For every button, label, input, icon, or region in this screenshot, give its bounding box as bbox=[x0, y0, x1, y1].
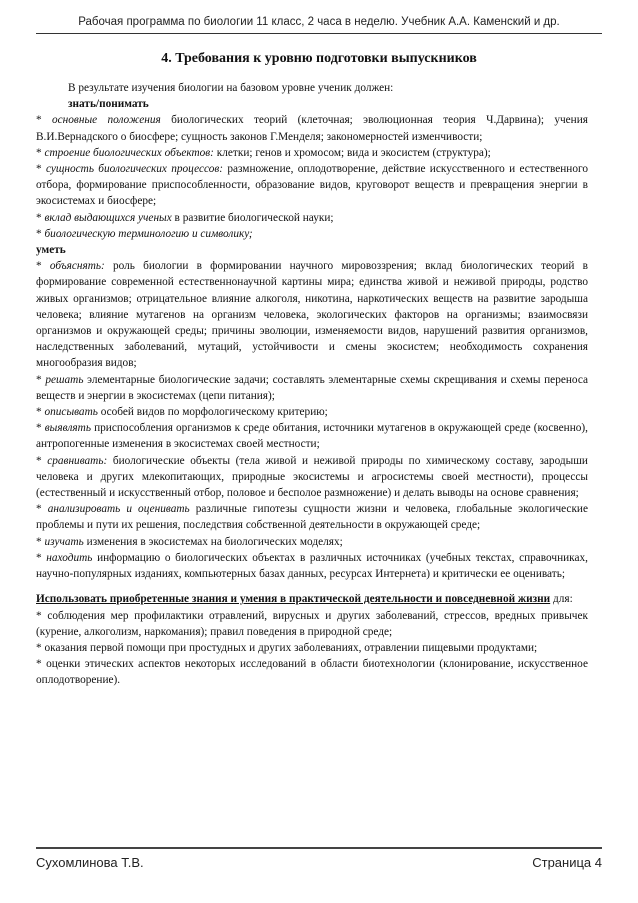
document-body bbox=[36, 80, 588, 689]
item-text: элементарные биологические задачи; составлять элементарные схемы скрещивания и схемы переноса веществ и энергии в экосистемах (цепи питания); bbox=[36, 373, 588, 402]
item-lead: сущность биологических процессов: bbox=[45, 163, 224, 176]
item-lead: объяснять: bbox=[49, 260, 105, 273]
footer-divider bbox=[36, 847, 602, 849]
footer-page-number: Страница 4 bbox=[532, 855, 602, 870]
item-text: клетки; генов и хромосом; вида и экосистем (структура); bbox=[213, 146, 491, 159]
item-lead: вклад выдающихся ученых bbox=[44, 211, 172, 224]
section-title: 4. Требования к уровню подготовки выпускников bbox=[161, 51, 477, 66]
list-item: * находить информацию о биологических объектах в различных источниках (учебных текстах, справочниках, научно-популярных изданиях, компьютерных базах данных, ресурсах Интернета) и критически ее оценивать; bbox=[36, 551, 588, 581]
able-heading: уметь bbox=[36, 244, 66, 257]
list-item: * оказания первой помощи при простудных и других заболеваниях, отравлении пищевыми продуктами; bbox=[36, 641, 538, 654]
item-text: размножение, оплодотворение, действие искусственного и естественного отбора, формирование приспособленности, образование видов, круговорот веществ и превращения энергии в экосистемах и биосфере; bbox=[36, 163, 588, 208]
list-item: * вклад выдающихся ученых в развитие биологической науки; bbox=[36, 211, 334, 224]
item-text: особей видов по морфологическому критерию; bbox=[97, 406, 328, 419]
item-text: биологических теорий (клеточная; эволюционная теория Ч.Дарвина); учения В.И.Вернадского о биосфере; сущность законов Г.Менделя; закономерностей изменчивости; bbox=[36, 114, 588, 143]
item-text: соблюдения мер профилактики отравлений, вирусных и других заболеваний, стрессов, вредных привычек (курение, алкоголизм, наркомания); правил поведения в природной среде; bbox=[36, 609, 588, 638]
intro-text: В результате изучения биологии на базовом уровне ученик должен: bbox=[68, 82, 394, 94]
item-lead: основные положения bbox=[52, 114, 161, 127]
item-lead: выявлять bbox=[44, 422, 91, 435]
item-text: оказания первой помощи при простудных и других заболеваниях, отравлении пищевыми продуктами; bbox=[44, 641, 538, 654]
item-lead: анализировать и оценивать bbox=[47, 503, 190, 516]
list-item: * сравнивать: биологические объекты (тела живой и неживой природы по химическому составу, зародыши человека и других млекопитающих, природные экосистемы и агросистемы своей местности), процессы (естественный и искусственный отбор, половое и бесполое размножение) и делать выводы на основе сравнения; bbox=[36, 454, 588, 500]
able-list bbox=[36, 258, 588, 582]
item-text: приспособления организмов к среде обитания, источники мутагенов в окружающей среде (косвенно), антропогенные изменения в экосистемах своей местности; bbox=[36, 422, 588, 451]
item-text: различные гипотезы сущности жизни и человека, глобальные экологические проблемы и пути их решения, последствия собственной деятельности в окружающей среде; bbox=[36, 503, 588, 532]
item-lead: сравнивать: bbox=[47, 454, 108, 467]
use-heading-tail: для: bbox=[550, 593, 573, 606]
item-lead: изучать bbox=[44, 535, 84, 548]
spacer bbox=[36, 582, 588, 591]
item-text: информацию о биологических объектах в различных источниках (учебных текстах, справочниках, научно-популярных изданиях, компьютерных базах данных, ресурсах Интернета) и критически ее оценивать; bbox=[36, 551, 588, 581]
use-paragraph bbox=[36, 591, 588, 607]
list-item: * анализировать и оценивать различные гипотезы сущности жизни и человека, глобальные экологические проблемы и пути их решения, последствия собственной деятельности в окружающей среде; bbox=[36, 503, 588, 532]
use-list bbox=[36, 608, 588, 689]
item-lead: описывать bbox=[44, 406, 98, 419]
item-text: изменения в экосистемах на биологических моделях; bbox=[83, 535, 343, 548]
item-text: биологические объекты (тела живой и неживой природы по химическому составу, зародыши человека и других млекопитающих, природные экосистемы и агросистемы своей местности), процессы (естественный и искусственный отбор, половое и бесполое размножение) и делать выводы на основе сравнения; bbox=[36, 454, 588, 500]
list-item: * изучать изменения в экосистемах на биологических моделях; bbox=[36, 535, 343, 548]
item-lead: решать bbox=[45, 373, 84, 386]
footer-author: Сухомлинова Т.В. bbox=[36, 855, 144, 870]
item-lead: биологическую терминологию и символику; bbox=[44, 227, 253, 240]
list-item: * оценки этических аспектов некоторых исследований в области биотехнологии (клонирование, искусственное оплодотворение). bbox=[36, 658, 588, 687]
header-divider bbox=[36, 33, 602, 34]
list-item: * основные положения биологических теорий (клеточная; эволюционная теория Ч.Дарвина); учения В.И.Вернадского о биосфере; сущность законов Г.Менделя; закономерностей изменчивости; bbox=[36, 114, 588, 143]
list-item: * выявлять приспособления организмов к среде обитания, источники мутагенов в окружающей среде (косвенно), антропогенные изменения в экосистемах своей местности; bbox=[36, 422, 588, 451]
page-header: Рабочая программа по биологии 11 класс, 2 часа в неделю. Учебник А.А. Каменский и др. bbox=[78, 16, 560, 28]
list-item: * решать элементарные биологические задачи; составлять элементарные схемы скрещивания и схемы переноса веществ и энергии в экосистемах (цепи питания); bbox=[36, 373, 588, 402]
know-heading: знать/понимать bbox=[68, 98, 149, 111]
list-item: * сущность биологических процессов: размножение, оплодотворение, действие искусственного и естественного отбора, формирование приспособленности, образование видов, круговорот веществ и превращения энергии в экосистемах и биосфере; bbox=[36, 163, 588, 208]
use-heading: Использовать приобретенные знания и умения в практической деятельности и повседневной жизни bbox=[36, 593, 551, 606]
item-text: роль биологии в формировании научного мировоззрения; вклад биологических теорий в формирование современной естественнонаучной картины мира; единства живой и неживой природы, родство живых организмов; отрицательное влияние алкоголя, никотина, наркотических веществ на развитие зародыша человека; влияние мутагенов на организм человека, экологических факторов на организмы; взаимосвязи организмов и окружающей среды; причины эволюции, изменяемости видов, нарушений развития организмов, наследственных заболеваний, мутаций, устойчивости и смены экосистем; необходимость сохранения многообразия видов; bbox=[36, 260, 588, 370]
item-lead: строение биологических объектов: bbox=[44, 146, 214, 159]
item-text: в развитие биологической науки; bbox=[171, 211, 334, 224]
list-item: * соблюдения мер профилактики отравлений, вирусных и других заболеваний, стрессов, вредных привычек (курение, алкоголизм, наркомания); правил поведения в природной среде; bbox=[36, 609, 588, 638]
list-item: * строение биологических объектов: клетки; генов и хромосом; вида и экосистем (структура); bbox=[36, 146, 491, 159]
list-item: * биологическую терминологию и символику; bbox=[36, 227, 253, 240]
list-item: * объяснять: роль биологии в формировании научного мировоззрения; вклад биологических теорий в формирование современной естественнонаучной картины мира; единства живой и неживой природы, родство живых организмов; отрицательное влияние алкоголя, никотина, наркотических веществ на развитие зародыша человека; влияние мутагенов на организм человека, экологических факторов на организмы; взаимосвязи организмов и окружающей среды; причины эволюции, изменяемости видов, нарушений развития организмов, наследственных заболеваний, мутаций, устойчивости и смены экосистем; необходимость сохранения многообразия видов; bbox=[36, 260, 588, 370]
item-text: оценки этических аспектов некоторых исследований в области биотехнологии (клонирование, искусственное оплодотворение). bbox=[36, 658, 588, 687]
know-list bbox=[36, 112, 588, 242]
list-item: * описывать особей видов по морфологическому критерию; bbox=[36, 406, 328, 419]
page-footer bbox=[36, 855, 602, 871]
item-lead: находить bbox=[46, 551, 93, 564]
